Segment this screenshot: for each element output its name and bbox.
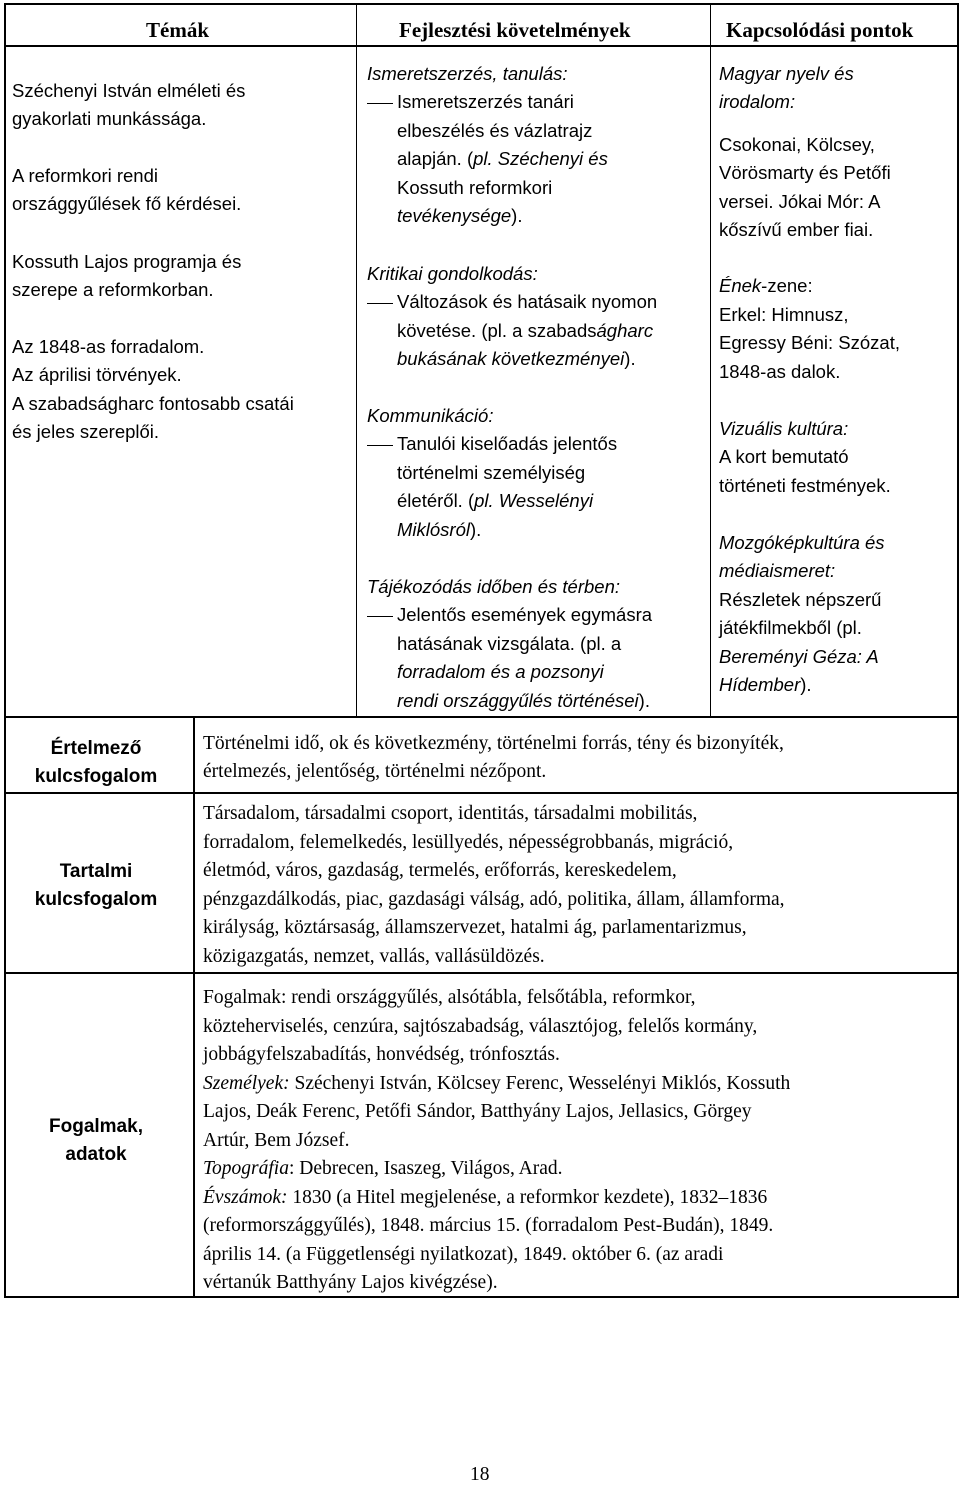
requirement-line: tevékenysége).: [397, 205, 523, 226]
connection-line: történeti festmények.: [719, 475, 891, 496]
requirement-line: hatásának vizsgálata. (pl. a: [397, 633, 622, 654]
topic-line: A szabadságharc fontosabb csatái: [12, 393, 294, 414]
topic-line: Széchenyi István elméleti és: [12, 80, 246, 101]
connection-title: Ének-zene:: [719, 275, 813, 296]
section-title-orientation: Tájékozódás időben és térben:: [367, 576, 621, 597]
section-title-critical: Kritikai gondolkodás:: [367, 263, 538, 284]
persons-line: Artúr, Bem József.: [203, 1130, 350, 1151]
connection-line: 1848-as dalok.: [719, 361, 841, 382]
requirement-line: Változások és hatásaik nyomon: [397, 291, 658, 312]
table-border-header-bottom: [4, 45, 959, 47]
connection-line: Egressy Béni: Szózat,: [719, 332, 900, 353]
connection-title: Mozgóképkultúra és: [719, 532, 885, 553]
table-divider-label: [193, 716, 195, 1297]
label-content-concept: Tartalmi kulcsfogalom: [34, 861, 158, 910]
dash-bullet: [367, 445, 393, 446]
dash-bullet: [367, 616, 393, 617]
page-number: 18: [470, 1464, 490, 1485]
header-requirements: Fejlesztési követelmények: [399, 18, 631, 42]
persons-line: Személyek: Széchenyi István, Kölcsey Ferenc, Wesselényi Miklós, Kossuth: [203, 1073, 791, 1094]
concept-line: közigazgatás, nemzet, vallás, vallásüldözés.: [203, 946, 545, 967]
connection-line: Részletek népszerű: [719, 589, 882, 610]
table-border-left: [4, 3, 6, 1298]
topic-line: Az 1848-as forradalom.: [12, 336, 205, 357]
requirement-line: Miklósról).: [397, 519, 482, 540]
table-divider-col2: [710, 3, 711, 717]
table-divider-col1: [356, 3, 357, 717]
topic-line: gyakorlati munkássága.: [12, 108, 207, 129]
connection-title: médiaismeret:: [719, 560, 836, 581]
concept-line: közteherviselés, cenzúra, sajtószabadság, választójog, felelős kormány,: [203, 1016, 758, 1037]
concept-line: Történelmi idő, ok és következmény, történelmi forrás, tény és bizonyíték,: [203, 733, 784, 754]
topic-line: országgyűlések fő kérdései.: [12, 193, 242, 214]
concept-line: pénzgazdálkodás, piac, gazdasági válság, adó, politika, állam, államforma,: [203, 889, 785, 910]
connection-line: versei. Jókai Mór: A: [719, 191, 881, 212]
topic-line: Az áprilisi törvények.: [12, 364, 182, 385]
topic-line: és jeles szereplői.: [12, 421, 160, 442]
connection-title: Magyar nyelv és: [719, 63, 854, 84]
dates-line: (reformországgyűlés), 1848. március 15. (forradalom Pest-Budán), 1849.: [203, 1215, 774, 1236]
concept-line: értelmezés, jelentőség, történelmi nézőpont.: [203, 761, 547, 782]
table-border-row3-bottom: [4, 972, 959, 974]
concept-line: jobbágyfelszabadítás, honvédség, trónfosztás.: [203, 1044, 560, 1065]
connection-line: Bereményi Géza: A: [719, 646, 879, 667]
connection-line: Erkel: Himnusz,: [719, 304, 849, 325]
dates-line: vértanúk Batthyány Lajos kivégzése).: [203, 1272, 498, 1293]
topography-line: Topográfia: Debrecen, Isaszeg, Világos, Arad.: [203, 1158, 563, 1179]
connection-line: Csokonai, Kölcsey,: [719, 134, 875, 155]
table-border-row1-bottom: [4, 716, 959, 718]
requirement-line: elbeszélés és vázlatrajz: [397, 120, 593, 141]
requirement-line: Kossuth reformkori: [397, 177, 553, 198]
label-interpretive-concept: Értelmező kulcsfogalom: [34, 738, 158, 787]
dash-bullet: [367, 303, 393, 304]
requirement-line: Jelentős események egymásra: [397, 604, 653, 625]
requirement-line: Ismeretszerzés tanári: [397, 91, 574, 112]
connection-line: A kort bemutató: [719, 446, 849, 467]
requirement-line: Tanulói kiselőadás jelentős: [397, 433, 618, 454]
connection-line: Hídember).: [719, 674, 812, 695]
concept-line: forradalom, felemelkedés, lesüllyedés, népességrobbanás, migráció,: [203, 832, 734, 853]
requirement-line: bukásának következményei).: [397, 348, 636, 369]
table-border-right: [957, 3, 959, 1298]
concept-line: életmód, város, gazdaság, termelés, erőforrás, kereskedelem,: [203, 860, 677, 881]
requirement-line: forradalom és a pozsonyi: [397, 661, 604, 682]
section-title-learning: Ismeretszerzés, tanulás:: [367, 63, 568, 84]
persons-line: Lajos, Deák Ferenc, Petőfi Sándor, Batthyány Lajos, Jellasics, Görgey: [203, 1101, 752, 1122]
topic-line: A reformkori rendi: [12, 165, 158, 186]
requirement-line: rendi országgyűlés történései).: [397, 690, 650, 711]
concept-line: Fogalmak: rendi országgyűlés, alsótábla, felsőtábla, reformkor,: [203, 987, 696, 1008]
connection-line: játékfilmekből (pl.: [719, 617, 862, 638]
concept-line: királyság, köztársaság, államszervezet, hatalmi ág, parlamentarizmus,: [203, 917, 747, 938]
topic-line: Kossuth Lajos programja és: [12, 251, 242, 272]
requirement-line: történelmi személyiség: [397, 462, 586, 483]
dates-line: Évszámok: 1830 (a Hitel megjelenése, a reformkor kezdete), 1832–1836: [203, 1187, 768, 1208]
label-concepts-data: Fogalmak, adatok: [49, 1116, 143, 1165]
concept-line: Társadalom, társadalmi csoport, identitás, társadalmi mobilitás,: [203, 803, 698, 824]
connection-title: irodalom:: [719, 91, 796, 112]
connection-title: Vizuális kultúra:: [719, 418, 849, 439]
requirement-line: követése. (pl. a szabadságharc: [397, 320, 654, 341]
requirement-line: életéről. (pl. Wesselényi: [397, 490, 594, 511]
requirement-line: alapján. (pl. Széchenyi és: [397, 148, 608, 169]
header-connections: Kapcsolódási pontok: [726, 18, 914, 42]
dates-line: április 14. (a Függetlenségi nyilatkozat), 1849. október 6. (az aradi: [203, 1244, 724, 1265]
connection-line: kőszívű ember fiai.: [719, 219, 874, 240]
connection-line: Vörösmarty és Petőfi: [719, 162, 891, 183]
dash-bullet: [367, 103, 393, 104]
header-topics: Témák: [146, 18, 209, 42]
topic-line: szerepe a reformkorban.: [12, 279, 214, 300]
table-border-top: [4, 3, 959, 5]
table-border-row2-bottom: [4, 792, 959, 794]
section-title-communication: Kommunikáció:: [367, 405, 494, 426]
